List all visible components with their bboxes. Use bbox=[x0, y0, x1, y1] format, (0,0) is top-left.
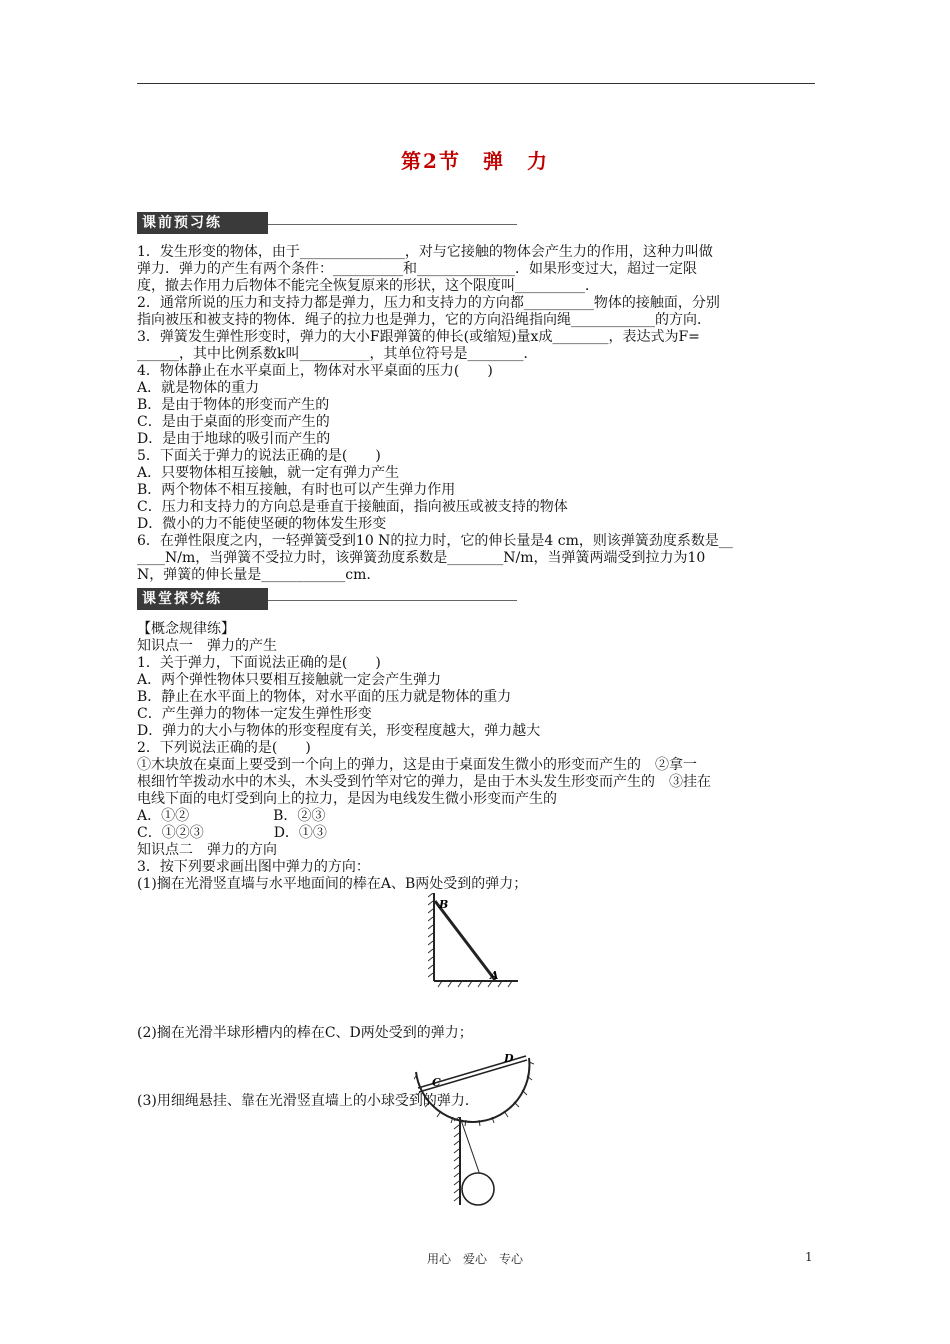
text-line: 【概念规律练】 bbox=[137, 621, 235, 637]
text-line: D．微小的力不能使坚硬的物体发生形变 bbox=[137, 516, 387, 532]
section-banner-preview bbox=[137, 212, 517, 234]
banner-rule bbox=[268, 600, 517, 601]
text-line: 3．弹簧发生弹性形变时，弹力的大小F跟弹簧的伸长(或缩短)量x成________，表达式为F= bbox=[137, 329, 700, 345]
text-line: B．两个物体不相互接触，有时也可以产生弹力作用 bbox=[137, 482, 456, 498]
text-line: B．静止在水平面上的物体，对水平面的压力就是物体的重力 bbox=[137, 689, 512, 705]
text-line: C．①②③ D．①③ bbox=[137, 825, 327, 841]
text-line: A．就是物体的重力 bbox=[137, 380, 260, 396]
text-line: 知识点二 弹力的方向 bbox=[137, 842, 277, 858]
label-d: D bbox=[504, 1052, 514, 1065]
text-line: ______，其中比例系数k叫__________，其单位符号是________． bbox=[137, 346, 538, 362]
section-banner-classroom bbox=[137, 588, 517, 610]
text-line: D．弹力的大小与物体的形变程度有关，形变程度越大，弹力越大 bbox=[137, 723, 541, 739]
text-line: C．压力和支持力的方向总是垂直于接触面，指向被压或被支持的物体 bbox=[137, 499, 568, 515]
section-label-classroom: 课堂探究练 bbox=[137, 588, 268, 610]
header-rule bbox=[137, 83, 815, 84]
text-line: 根细竹竿拨动水中的木头，木头受到竹竿对它的弹力，是由于木头发生形变而产生的 ③挂在 bbox=[137, 774, 711, 790]
text-line: 2．通常所说的压力和支持力都是弹力，压力和支持力的方向都__________物体的接触面，分别 bbox=[137, 295, 720, 311]
text-line: A．两个弹性物体只要相互接触就一定会产生弹力 bbox=[137, 672, 442, 688]
text-line: 度，撤去作用力后物体不能完全恢复原来的形状，这个限度叫__________． bbox=[137, 278, 599, 294]
figure-ball-wall bbox=[450, 1117, 502, 1207]
text-line: C．是由于桌面的形变而产生的 bbox=[137, 414, 330, 430]
section-label-preview: 课前预习练 bbox=[137, 212, 268, 234]
text-line: 1．关于弹力，下面说法正确的是( ) bbox=[137, 655, 381, 671]
text-line: D．是由于地球的吸引而产生的 bbox=[137, 431, 331, 447]
text-line: (1)搁在光滑竖直墙与水平地面间的棒在A、B两处受到的弹力； bbox=[137, 876, 528, 892]
page-title: 第2节 弹 力 bbox=[401, 149, 549, 173]
text-line: 4．物体静止在水平桌面上，物体对水平桌面的压力( ) bbox=[137, 363, 493, 379]
label-b: B bbox=[439, 898, 449, 911]
text-line: 弹力．弹力的产生有两个条件：__________和______________．如果形变过大，超过一定限 bbox=[137, 261, 697, 277]
text-line: 6．在弹性限度之内，一轻弹簧受到10 N的拉力时，它的伸长量是4 cm，则该弹簧劲度系数是__ bbox=[137, 533, 733, 549]
text-line: B．是由于物体的形变而产生的 bbox=[137, 397, 330, 413]
page-number: 1 bbox=[805, 1250, 813, 1264]
text-line: 3．按下列要求画出图中弹力的方向： bbox=[137, 859, 370, 875]
text-line: A．①② B．②③ bbox=[137, 808, 326, 824]
classroom-exercises bbox=[137, 621, 817, 893]
text-line: ①木块放在桌面上要受到一个向上的弹力，这是由于桌面发生微小的形变而产生的 ②拿一 bbox=[137, 757, 697, 773]
text-line: 2．下列说法正确的是( ) bbox=[137, 740, 311, 756]
figure-rod-wall-floor bbox=[428, 893, 520, 989]
text-line: 知识点一 弹力的产生 bbox=[137, 638, 277, 654]
caption-figure-3: (3)用细绳悬挂、靠在光滑竖直墙上的小球受到的弹力． bbox=[137, 1093, 479, 1109]
footer-slogan: 用心 爱心 专心 bbox=[426, 1252, 523, 1266]
text-line: 电线下面的电灯受到向上的拉力，是因为电线发生微小形变而产生的 bbox=[137, 791, 557, 807]
text-line: C．产生弹力的物体一定发生弹性形变 bbox=[137, 706, 372, 722]
banner-rule bbox=[268, 224, 517, 225]
text-line: N，弹簧的伸长量是____________cm. bbox=[137, 567, 371, 583]
text-line: A．只要物体相互接触，就一定有弹力产生 bbox=[137, 465, 400, 481]
text-line: ____N/m，当弹簧不受拉力时，该弹簧劲度系数是________N/m，当弹簧两端受到拉力为10 bbox=[137, 550, 706, 566]
label-c: C bbox=[432, 1076, 441, 1089]
text-line: 1．发生形变的物体，由于_______________，对与它接触的物体会产生力的作用，这种力叫做 bbox=[137, 244, 713, 260]
caption-figure-2: (2)搁在光滑半球形槽内的棒在C、D两处受到的弹力； bbox=[137, 1025, 473, 1041]
preview-exercises bbox=[137, 244, 817, 584]
text-line: 5．下面关于弹力的说法正确的是( ) bbox=[137, 448, 381, 464]
text-line: 指向被压和被支持的物体．绳子的拉力也是弹力，它的方向沿绳指向绳____________的方向． bbox=[137, 312, 711, 328]
label-a: A bbox=[490, 969, 499, 982]
